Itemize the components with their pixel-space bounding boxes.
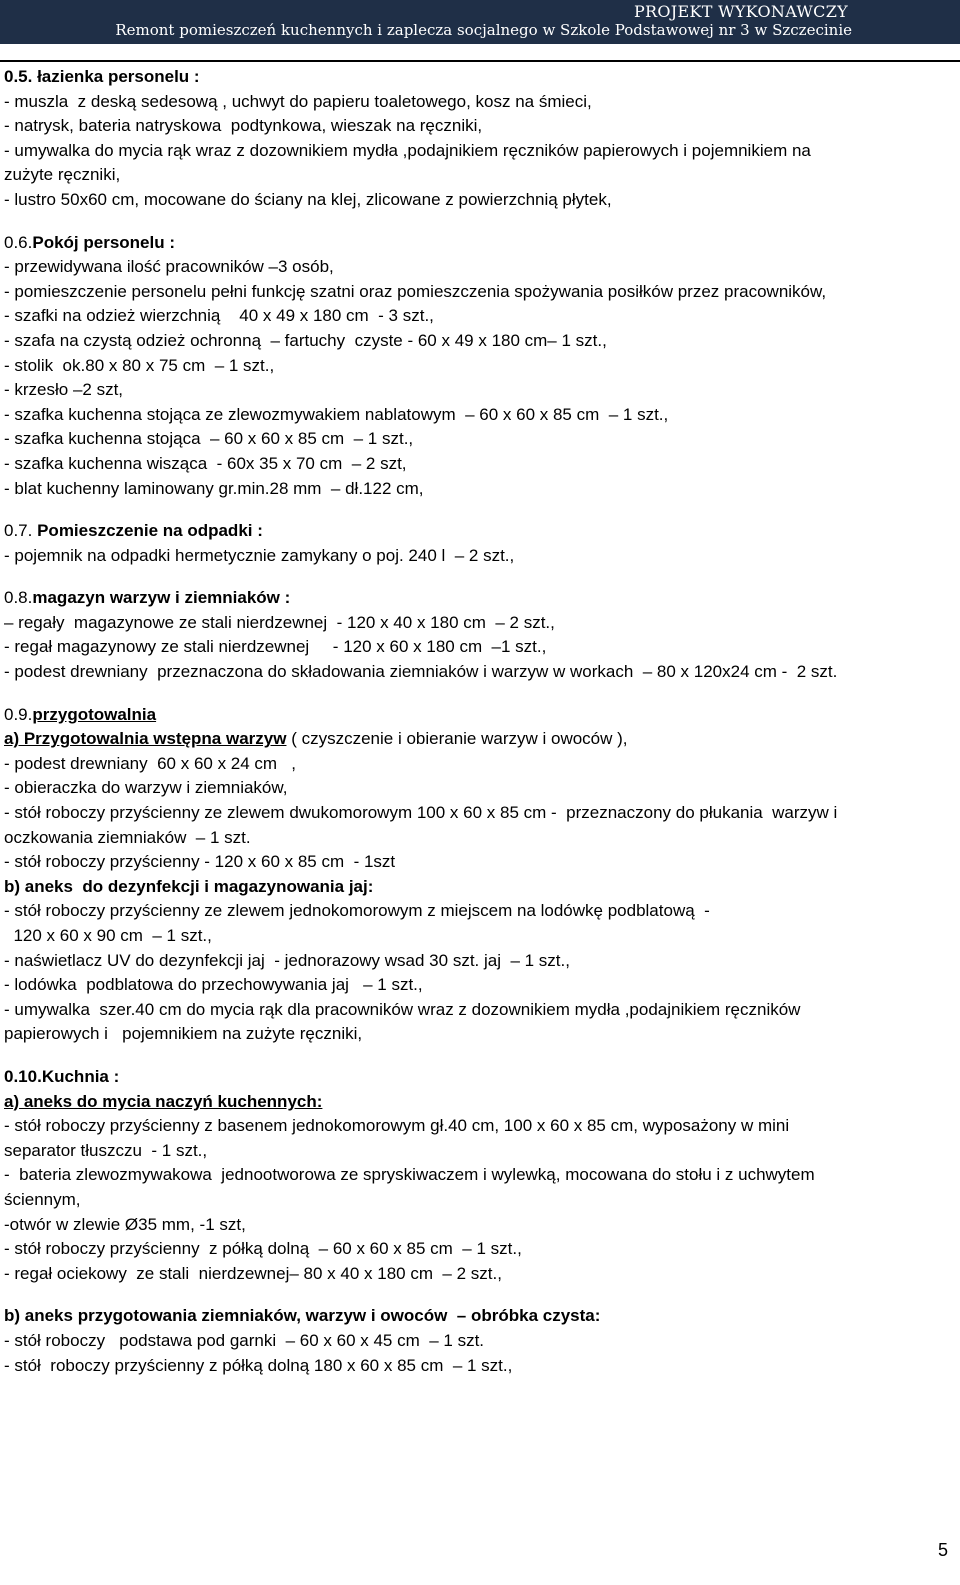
section-heading-0-7: 0.7. Pomieszczenie na odpadki : <box>4 521 263 541</box>
section-heading-0-10: 0.10.Kuchnia : <box>4 1066 120 1086</box>
list-item: – regały magazynowe ze stali nierdzewnej - 120 x 40 x 180 cm – 2 szt., <box>4 612 555 632</box>
list-item: - stół roboczy przyścienny z półką dolną – 60 x 60 x 85 cm – 1 szt., <box>4 1239 522 1259</box>
list-item: - lodówka podblatowa do przechowywania jaj – 1 szt., <box>4 975 423 995</box>
section-heading-0-5: 0.5. łazienka personelu : <box>4 67 200 86</box>
list-item: - pomieszczenie personelu pełni funkcję szatni oraz pomieszczenia spożywania posiłków przez pracowników, <box>4 281 827 301</box>
list-item: -otwór w zlewie Ø35 mm, -1 szt, <box>4 1214 246 1234</box>
list-item: 120 x 60 x 90 cm – 1 szt., <box>4 926 212 945</box>
list-item: - stół roboczy podstawa pod garnki – 60 x 60 x 45 cm – 1 szt. <box>4 1330 485 1350</box>
subsection-heading: b) aneks do dezynfekcji i magazynowania jaj: <box>4 876 374 896</box>
list-item: - przewidywana ilość pracowników –3 osób, <box>4 257 334 277</box>
list-item: - podest drewniany 60 x 60 x 24 cm , <box>4 753 296 773</box>
project-title: PROJEKT WYKONAWCZY <box>633 2 848 21</box>
list-item: - szafki na odzież wierzchnią 40 x 49 x 180 cm - 3 szt., <box>4 306 434 326</box>
list-item: - muszla z deską sedesową , uchwyt do papieru toaletowego, kosz na śmieci, <box>4 91 592 111</box>
list-item: - stół roboczy przyścienny ze zlewem dwukomorowym 100 x 60 x 85 cm - przeznaczony do płukania warzyw i <box>4 803 838 823</box>
list-item: - pojemnik na odpadki hermetycznie zamykany o poj. 240 l – 2 szt., <box>4 545 515 565</box>
list-item: - szafka kuchenna wisząca - 60x 35 x 70 cm – 2 szt, <box>4 453 407 473</box>
list-item: papierowych i pojemnikiem na zużyte ręczniki, <box>4 1024 363 1044</box>
document-body <box>4 65 954 1378</box>
list-item: - regał magazynowy ze stali nierdzewnej - 120 x 60 x 180 cm –1 szt., <box>4 637 547 657</box>
section-heading-0-9: 0.9.przygotowalnia <box>4 704 157 724</box>
list-item: - obieraczka do warzyw i ziemniaków, <box>4 778 288 798</box>
project-subtitle: Remont pomieszczeń kuchennych i zaplecza socjalnego w Szkole Podstawowej nr 3 w Szczecinie <box>115 21 852 39</box>
list-item: separator tłuszczu - 1 szt., <box>4 1140 208 1160</box>
subsection-heading: b) aneks przygotowania ziemniaków, warzyw i owoców – obróbka czysta: <box>4 1306 601 1326</box>
list-item: - szafa na czystą odzież ochronną – fartuchy czyste - 60 x 49 x 180 cm– 1 szt., <box>4 330 607 350</box>
list-item: - umywalka szer.40 cm do mycia rąk dla pracowników wraz z dozownikiem mydła ,podajnikiem ręczników <box>4 999 801 1019</box>
section-heading-0-6: 0.6.Pokój personelu : <box>4 232 175 252</box>
list-item: - natrysk, bateria natryskowa podtynkowa, wieszak na ręczniki, <box>4 116 483 136</box>
list-item: - umywalka do mycia rąk wraz z dozownikiem mydła ,podajnikiem ręczników papierowych i pojemnikiem na <box>4 140 811 160</box>
list-item: zużyte ręczniki, <box>4 165 121 185</box>
list-item: - lustro 50x60 cm, mocowane do ściany na klej, zlicowane z powierzchnią płytek, <box>4 189 612 209</box>
list-item: - stół roboczy przyścienny z półką dolną 180 x 60 x 85 cm – 1 szt., <box>4 1355 513 1375</box>
list-item: - naświetlacz UV do dezynfekcji jaj - jednorazowy wsad 30 szt. jaj – 1 szt., <box>4 950 570 970</box>
list-item: - szafka kuchenna stojąca ze zlewozmywakiem nablatowym – 60 x 60 x 85 cm – 1 szt., <box>4 404 669 424</box>
subsection-heading: a) Przygotowalnia wstępna warzyw ( czyszczenie i obieranie warzyw i owoców ), <box>4 729 628 749</box>
list-item: - krzesło –2 szt, <box>4 380 124 400</box>
list-item: oczkowania ziemniaków – 1 szt. <box>4 827 251 847</box>
header-rule <box>0 60 960 62</box>
list-item: - stolik ok.80 x 80 x 75 cm – 1 szt., <box>4 355 275 375</box>
list-item: - szafka kuchenna stojąca – 60 x 60 x 85 cm – 1 szt., <box>4 429 414 449</box>
document-header <box>0 0 960 44</box>
subsection-heading: a) aneks do mycia naczyń kuchennych: <box>4 1091 323 1111</box>
section-heading-0-8: 0.8.magazyn warzyw i ziemniaków : <box>4 588 291 608</box>
list-item: - stół roboczy przyścienny z basenem jednokomorowym gł.40 cm, 100 x 60 x 85 cm, wyposażony w mini <box>4 1116 790 1136</box>
list-item: - podest drewniany przeznaczona do składowania ziemniaków i warzyw w workach – 80 x 120x24 cm - 2 szt. <box>4 662 838 682</box>
list-item: - stół roboczy przyścienny - 120 x 60 x 85 cm - 1szt <box>4 852 396 872</box>
list-item: - stół roboczy przyścienny ze zlewem jednokomorowym z miejscem na lodówkę podblatową - <box>4 901 710 921</box>
list-item: ściennym, <box>4 1189 81 1209</box>
page-number: 5 <box>937 1540 948 1560</box>
list-item: - blat kuchenny laminowany gr.min.28 mm – dł.122 cm, <box>4 478 424 498</box>
list-item: - regał ociekowy ze stali nierdzewnej– 80 x 40 x 180 cm – 2 szt., <box>4 1263 502 1283</box>
list-item: - bateria zlewozmywakowa jednootworowa ze spryskiwaczem i wylewką, mocowana do stołu i z uchwytem <box>4 1165 815 1185</box>
